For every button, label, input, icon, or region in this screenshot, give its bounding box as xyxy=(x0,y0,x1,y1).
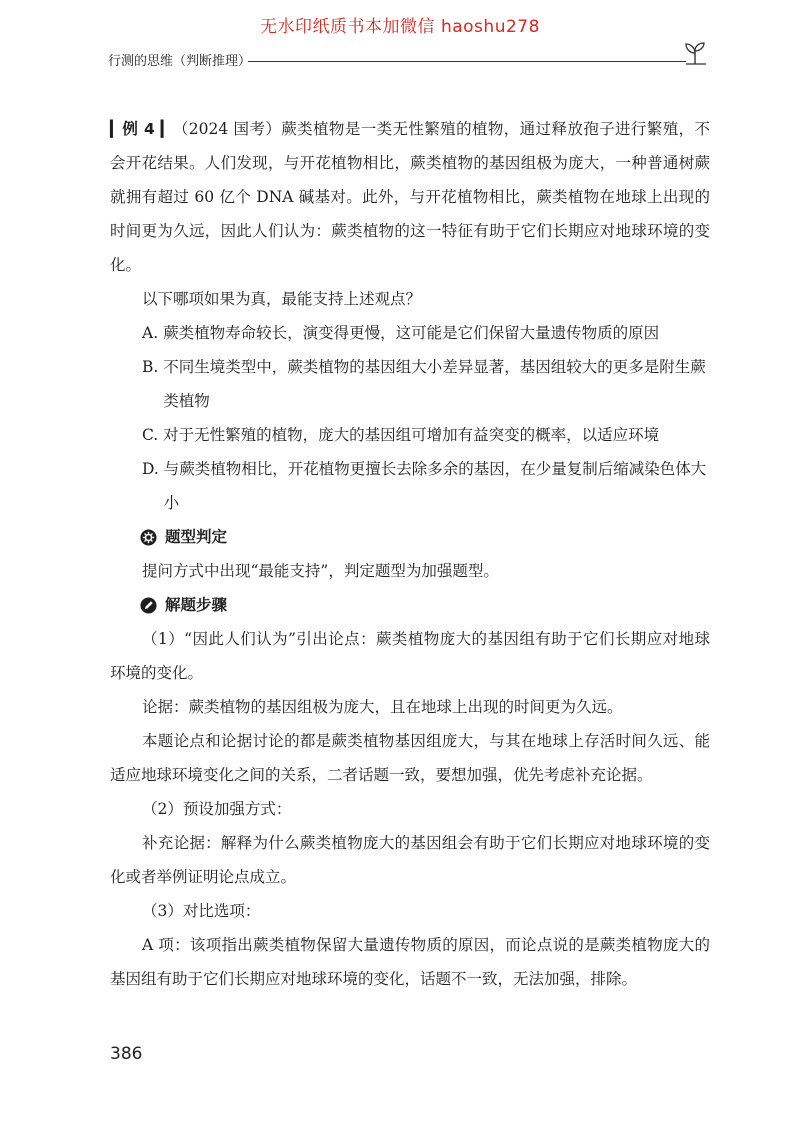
option-text: 蕨类植物寿命较长，演变得更慢，这可能是它们保留大量遗传物质的原因 xyxy=(163,324,660,342)
option-text: 对于无性繁殖的植物，庞大的基因组可增加有益突变的概率，以适应环境 xyxy=(163,426,660,444)
type-heading xyxy=(140,520,710,554)
example-stem-text: （2024 国考）蕨类植物是一类无性繁殖的植物，通过释放孢子进行繁殖，不会开花结果。人们发现，与开花植物相比，蕨类植物的基因组极为庞大，一种普通树蕨就拥有超过 60 亿个 DNA 碱基对。此外，与开花植物相比，蕨类植物在地球上出现的时间更为久远，因此人们认为：蕨类植物的这一特征有助于它们长期应对地球环境的变化。 xyxy=(110,120,710,274)
step2-text: 补充论据：解释为什么蕨类植物庞大的基因组会有助于它们长期应对地球环境的变化或者举例证明论点成立。 xyxy=(110,834,710,886)
steps-heading xyxy=(140,588,710,622)
option-c xyxy=(142,418,710,452)
option-letter: A. xyxy=(142,324,164,342)
option-letter: C. xyxy=(142,426,164,444)
step2-title: （2）预设加强方式： xyxy=(142,800,292,818)
step3-option-a: A 项：该项指出蕨类植物保留大量遗传物质的原因，而论点说的是蕨类植物庞大的基因组有助于它们长期应对地球环境的变化，话题不一致，无法加强，排除。 xyxy=(110,936,710,988)
gear-badge-icon xyxy=(140,529,157,546)
type-text: 提问方式中出现“最能支持”，判定题型为加强题型。 xyxy=(142,562,499,580)
sprout-icon xyxy=(682,40,708,66)
example-tag: ▎例 4 ▎ xyxy=(110,120,173,138)
option-d xyxy=(142,452,710,520)
example-stem xyxy=(110,112,710,282)
option-text: 不同生境类型中，蕨类植物的基因组大小差异显著，基因组较大的更多是附生蕨类植物 xyxy=(163,358,706,410)
page-content xyxy=(110,112,710,996)
option-text: 与蕨类植物相比，开花植物更擅长去除多余的基因，在少量复制后缩减染色体大小 xyxy=(163,460,707,512)
option-letter: D. xyxy=(142,460,164,478)
type-heading-label: 题型判定 xyxy=(165,528,228,546)
step1-text: （1）“因此人们认为”引出论点：蕨类植物庞大的基因组有助于它们长期应对地球环境的变化。 xyxy=(110,630,710,682)
step1-argument: 论据：蕨类植物的基因组极为庞大，且在地球上出现的时间更为久远。 xyxy=(142,698,623,716)
option-b xyxy=(142,350,710,418)
header-rule xyxy=(248,61,686,62)
step1-analysis: 本题论点和论据讨论的都是蕨类植物基因组庞大，与其在地球上存活时间久远、能适应地球环境变化之间的关系，二者话题一致，要想加强，优先考虑补充论据。 xyxy=(110,732,710,784)
option-letter: B. xyxy=(142,358,164,376)
pencil-badge-icon xyxy=(140,597,157,614)
step3-title: （3）对比选项： xyxy=(142,902,261,920)
option-a xyxy=(142,316,710,350)
example-question: 以下哪项如果为真，最能支持上述观点？ xyxy=(142,290,422,308)
running-header xyxy=(108,48,708,78)
running-header-title: 行测的思维（判断推理） xyxy=(108,54,252,69)
page-number: 386 xyxy=(110,1044,143,1064)
watermark-text: 无水印纸质书本加微信 haoshu278 xyxy=(260,17,540,37)
steps-heading-label: 解题步骤 xyxy=(165,596,228,614)
